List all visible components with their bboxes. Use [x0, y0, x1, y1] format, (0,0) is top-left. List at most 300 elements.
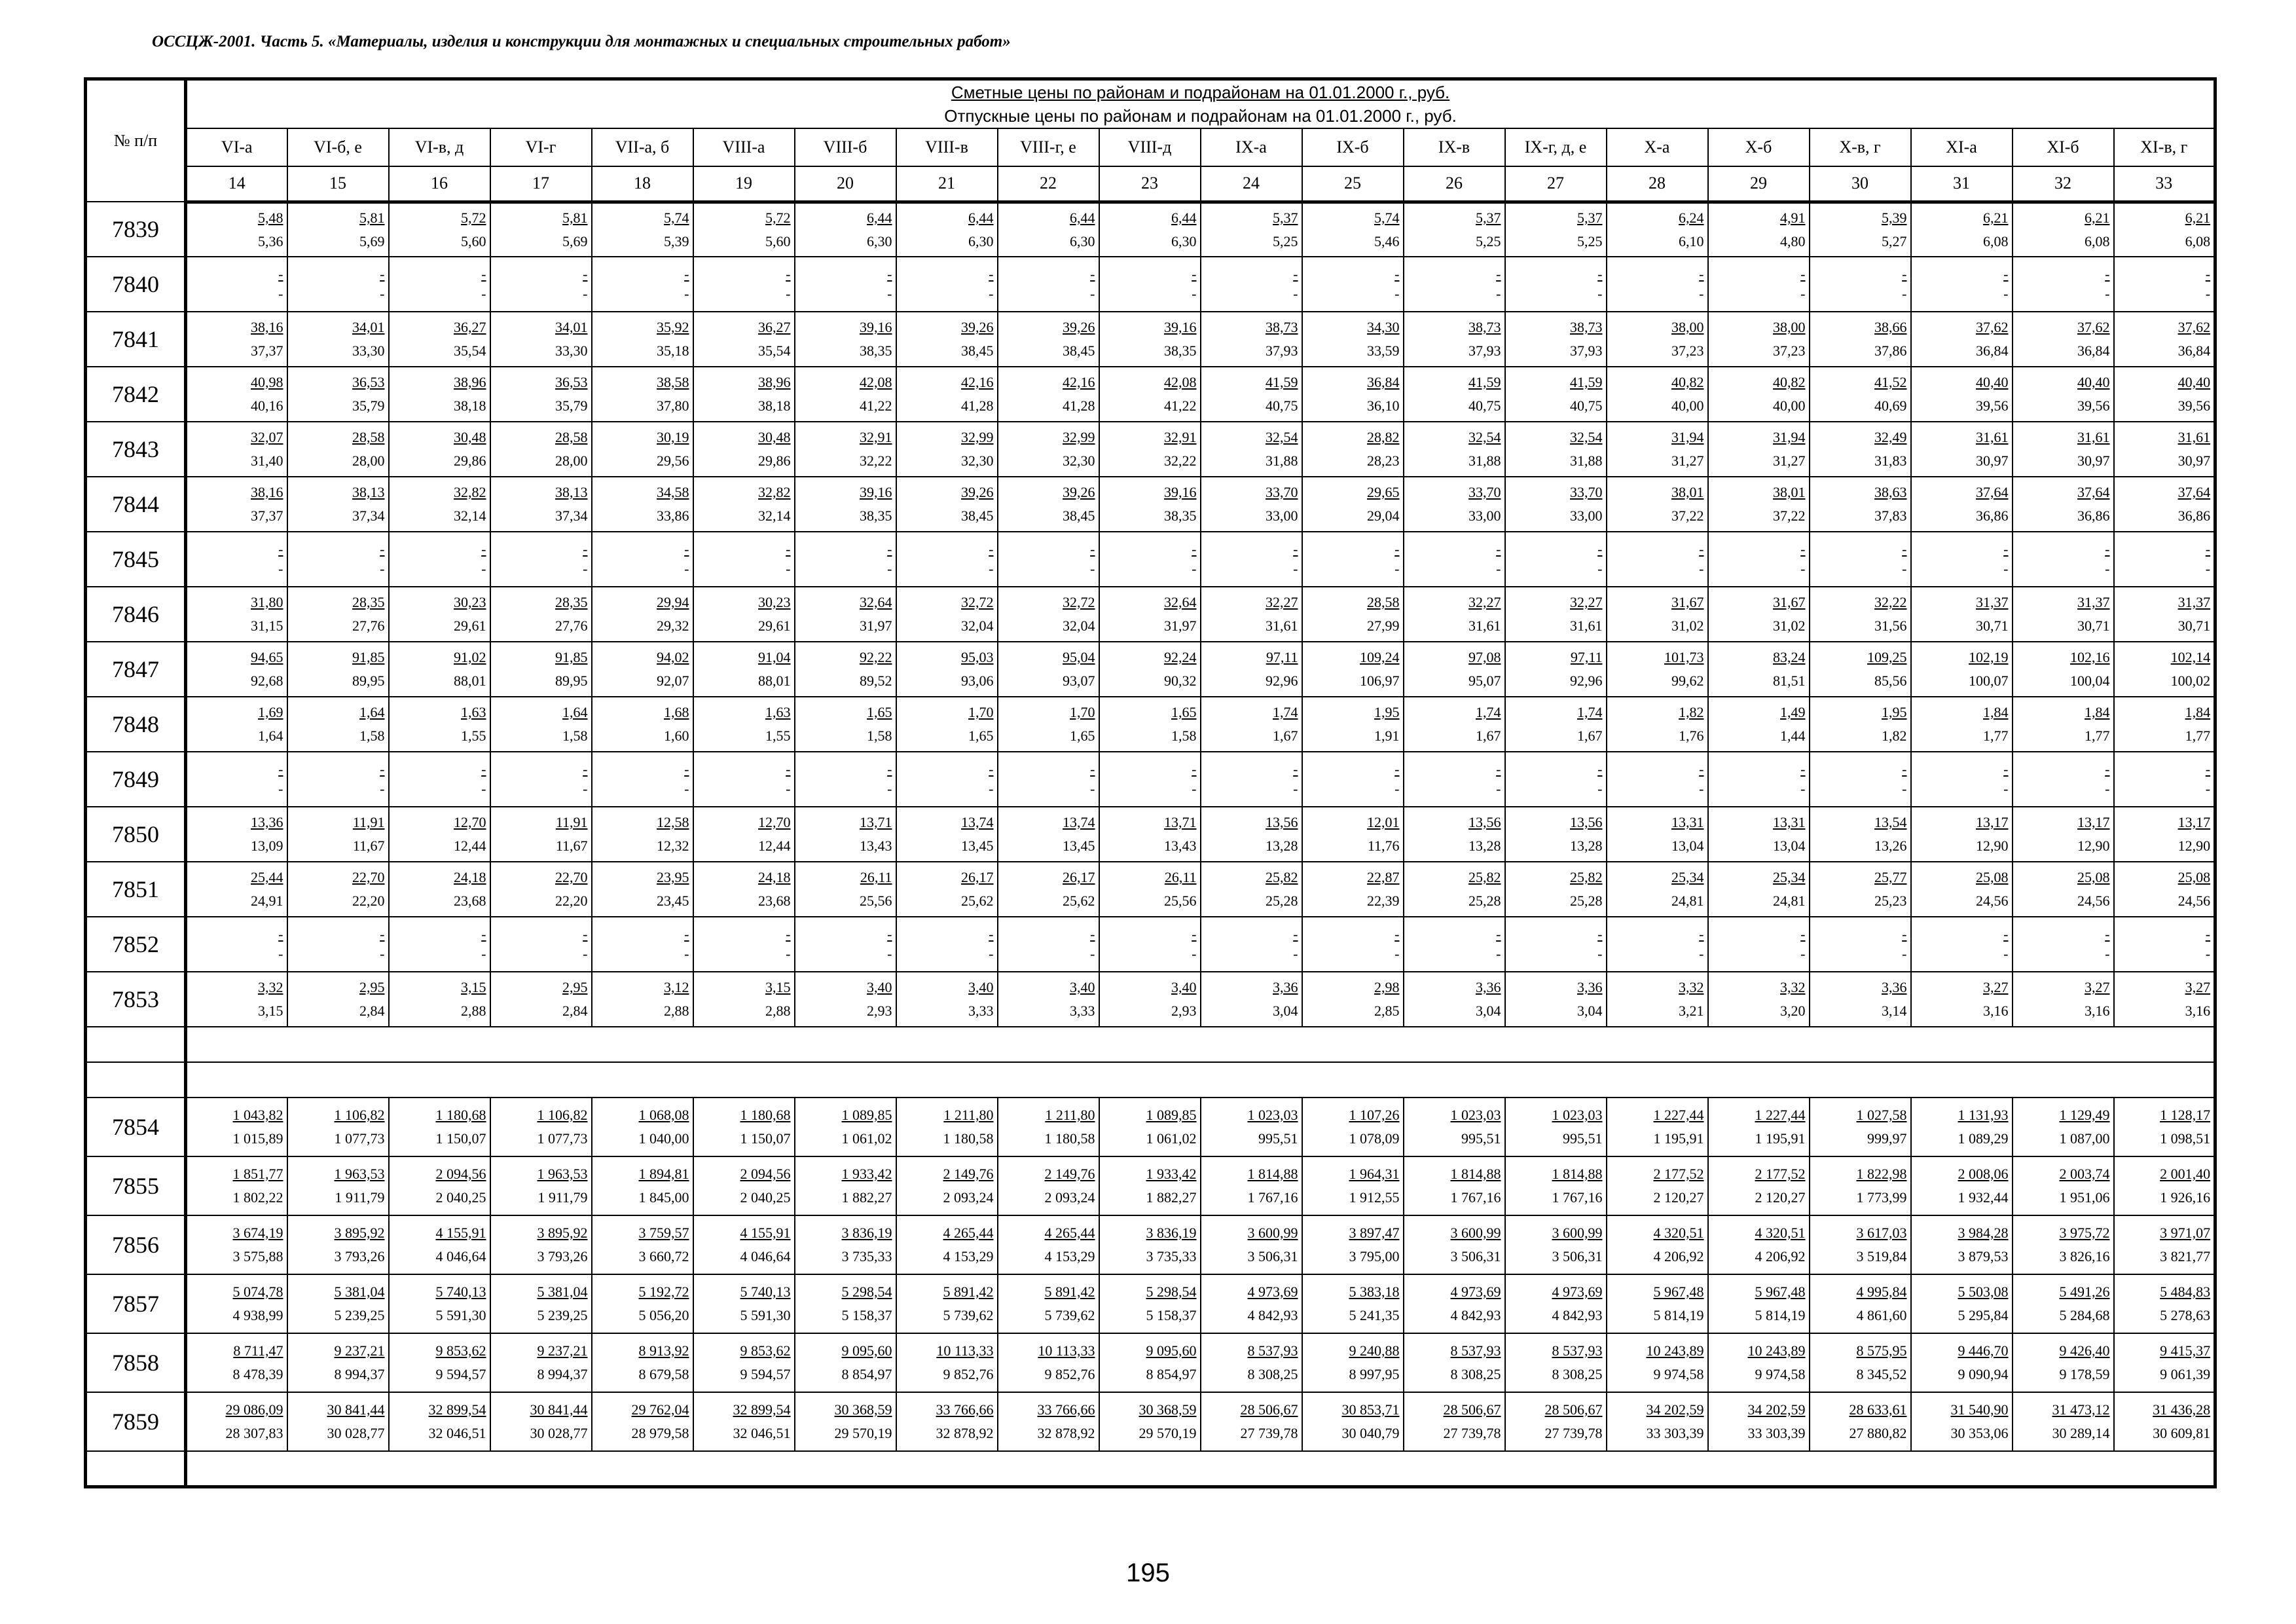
table-row — [86, 1333, 2215, 1392]
estimated-price: 34,01 — [352, 319, 385, 335]
release-price: 995,51 — [1258, 1130, 1298, 1147]
estimated-price: 3 617,03 — [1856, 1225, 1907, 1241]
estimated-price: 5,81 — [359, 209, 385, 226]
price-cell — [2114, 587, 2215, 642]
price-cell — [1099, 862, 1201, 917]
price-cell — [795, 752, 896, 807]
price-cell — [287, 752, 389, 807]
price-cell — [1302, 807, 1404, 862]
price-cell — [1505, 752, 1607, 807]
release-price: 28,23 — [1367, 452, 1400, 469]
release-price: 37,23 — [1671, 342, 1704, 359]
price-cell — [2013, 972, 2114, 1027]
release-price: 23,68 — [454, 893, 486, 909]
estimated-price: 32,82 — [758, 484, 791, 500]
estimated-price: 4 265,44 — [943, 1225, 994, 1241]
price-cell — [186, 587, 287, 642]
estimated-price: 3,32 — [1780, 979, 1806, 995]
release-price: 2,88 — [765, 1003, 791, 1019]
release-price: 37,83 — [1874, 507, 1907, 524]
price-cell — [287, 1156, 389, 1215]
price-cell — [2013, 1098, 2114, 1156]
release-price: 1 077,73 — [334, 1130, 385, 1147]
release-price: 39,56 — [2178, 397, 2211, 414]
release-price: 1 040,00 — [638, 1130, 689, 1147]
release-price: 39,56 — [2077, 397, 2110, 414]
release-price: 33,00 — [1570, 507, 1603, 524]
estimated-price: 37,64 — [2077, 484, 2110, 500]
release-price: 38,18 — [758, 397, 791, 414]
release-price: - — [1496, 286, 1501, 302]
price-cell — [2013, 422, 2114, 477]
price-cell — [287, 312, 389, 367]
price-cell — [1607, 257, 1708, 312]
estimated-price: 2 003,74 — [2059, 1166, 2110, 1182]
estimated-price: 5,48 — [258, 209, 283, 226]
release-price: 38,35 — [1164, 507, 1197, 524]
price-cell — [1810, 972, 1911, 1027]
price-cell — [998, 972, 1099, 1027]
estimated-price: - — [684, 761, 689, 777]
price-cell — [2114, 972, 2215, 1027]
estimated-price: 35,92 — [657, 319, 689, 335]
column-number-row — [86, 166, 2215, 202]
estimated-price: 4,91 — [1780, 209, 1806, 226]
estimated-price: - — [1902, 541, 1907, 557]
price-cell — [1099, 257, 1201, 312]
estimated-price: 13,71 — [1164, 814, 1197, 830]
estimated-price: 36,53 — [352, 374, 385, 390]
release-price: 28,00 — [352, 452, 385, 469]
release-price: 1,58 — [562, 728, 588, 744]
price-cell — [592, 697, 693, 752]
estimated-price: - — [2105, 761, 2110, 777]
estimated-price: 3,27 — [2085, 979, 2110, 995]
price-cell — [896, 642, 998, 697]
price-cell — [1911, 367, 2013, 422]
price-cell — [896, 862, 998, 917]
row-number — [86, 1062, 186, 1098]
estimated-price: 13,56 — [1468, 814, 1501, 830]
estimated-price: - — [684, 266, 689, 282]
estimated-price: - — [583, 761, 588, 777]
release-price: - — [1699, 561, 1704, 577]
release-price: 93,06 — [961, 673, 994, 689]
estimated-price: - — [786, 266, 791, 282]
release-price: 1,67 — [1273, 728, 1298, 744]
price-cell — [1708, 1156, 1810, 1215]
price-cell — [1708, 367, 1810, 422]
estimated-price: 30 841,44 — [530, 1401, 588, 1418]
column-header: XI-а — [1911, 128, 2013, 166]
price-cell — [1099, 422, 1201, 477]
price-cell — [1201, 587, 1302, 642]
price-cell — [1505, 422, 1607, 477]
price-cell — [1404, 642, 1505, 697]
estimated-price: 33 766,66 — [936, 1401, 994, 1418]
price-cell — [1911, 312, 2013, 367]
estimated-price: 1 128,17 — [2160, 1107, 2211, 1123]
price-cell — [693, 972, 795, 1027]
price-cell — [795, 972, 896, 1027]
release-price: 13,09 — [251, 838, 283, 854]
price-cell — [1810, 917, 1911, 972]
estimated-price: 34 202,59 — [1747, 1401, 1806, 1418]
table-row — [86, 587, 2215, 642]
release-price: 8 345,52 — [1856, 1366, 1907, 1382]
price-cell — [1607, 367, 1708, 422]
release-price: 5,27 — [1882, 232, 1907, 249]
estimated-price: 40,40 — [1976, 374, 2009, 390]
estimated-price: 3 600,99 — [1247, 1225, 1298, 1241]
price-cell — [592, 807, 693, 862]
price-cell — [1911, 1156, 2013, 1215]
estimated-price: 5 491,26 — [2059, 1283, 2110, 1300]
price-cell — [1911, 1098, 2013, 1156]
price-cell — [490, 752, 592, 807]
estimated-price: - — [380, 266, 385, 282]
release-price: 35,54 — [758, 342, 791, 359]
estimated-price: 30,48 — [454, 429, 486, 445]
estimated-price: 39,26 — [961, 484, 994, 500]
price-cell — [1708, 532, 1810, 587]
price-cell — [1404, 1274, 1505, 1333]
release-price: 5 278,63 — [2160, 1307, 2211, 1323]
price-cell — [1404, 697, 1505, 752]
release-price: 31,02 — [1671, 618, 1704, 634]
release-price: 5,25 — [1577, 232, 1603, 249]
release-price: 36,84 — [1976, 342, 2009, 359]
estimated-price: - — [989, 266, 994, 282]
price-cell — [1607, 642, 1708, 697]
price-cell — [2013, 587, 2114, 642]
release-price: 1 767,16 — [1450, 1189, 1501, 1206]
price-cell — [1201, 1215, 1302, 1274]
price-cell — [186, 202, 287, 257]
release-price: 3,33 — [968, 1003, 994, 1019]
estimated-price: 5 298,54 — [841, 1283, 892, 1300]
price-cell — [795, 1156, 896, 1215]
price-cell — [693, 532, 795, 587]
release-price: 31,27 — [1773, 452, 1806, 469]
estimated-price: 4 155,91 — [435, 1225, 486, 1241]
estimated-price: - — [2105, 541, 2110, 557]
release-price: 5 739,62 — [943, 1307, 994, 1323]
price-cell — [1201, 807, 1302, 862]
estimated-price: 4 320,51 — [1755, 1225, 1806, 1241]
release-price: 30,71 — [2077, 618, 2110, 634]
estimated-price: 8 537,93 — [1552, 1342, 1603, 1359]
release-price: 40,00 — [1671, 397, 1704, 414]
release-price: 29 570,19 — [1139, 1425, 1197, 1441]
price-cell — [389, 1392, 490, 1451]
price-cell — [287, 972, 389, 1027]
release-price: 9 178,59 — [2059, 1366, 2110, 1382]
estimated-price: 39,16 — [860, 319, 892, 335]
price-cell — [1607, 862, 1708, 917]
table-row — [86, 477, 2215, 532]
estimated-price: - — [786, 761, 791, 777]
price-cell — [1810, 642, 1911, 697]
price-cell — [592, 312, 693, 367]
estimated-price: 29,65 — [1367, 484, 1400, 500]
price-cell — [896, 1274, 998, 1333]
estimated-price: 37,64 — [2178, 484, 2211, 500]
estimated-price: 9 415,37 — [2160, 1342, 2211, 1359]
release-price: 24,56 — [2077, 893, 2110, 909]
estimated-price: 2 149,76 — [1044, 1166, 1095, 1182]
estimated-price: 3,36 — [1476, 979, 1501, 995]
release-price: - — [481, 781, 486, 797]
price-cell — [693, 697, 795, 752]
price-cell — [896, 312, 998, 367]
price-cell — [2013, 752, 2114, 807]
release-price: 36,84 — [2178, 342, 2211, 359]
estimated-price: 1,64 — [562, 704, 588, 720]
release-price: 1 061,02 — [1146, 1130, 1197, 1147]
price-cell — [1099, 642, 1201, 697]
row-number: 7851 — [86, 862, 186, 917]
release-price: 1 802,22 — [232, 1189, 283, 1206]
release-price: 11,76 — [1367, 838, 1400, 854]
page-number: 195 — [1126, 1559, 1170, 1587]
release-price: 1,76 — [1679, 728, 1704, 744]
estimated-price: 33,70 — [1468, 484, 1501, 500]
release-price: 3,15 — [258, 1003, 283, 1019]
estimated-price: 1,63 — [765, 704, 791, 720]
estimated-price: - — [278, 926, 283, 942]
release-price: 3 735,33 — [1146, 1248, 1197, 1264]
price-cell — [1404, 1098, 1505, 1156]
estimated-price: 37,64 — [1976, 484, 2009, 500]
release-price: - — [1800, 946, 1806, 962]
price-cell — [896, 1215, 998, 1274]
estimated-price: 3 895,92 — [334, 1225, 385, 1241]
release-price: 38,35 — [1164, 342, 1197, 359]
estimated-price: 102,16 — [2070, 649, 2110, 665]
release-price: 30,71 — [2178, 618, 2211, 634]
estimated-price: 2,98 — [1374, 979, 1400, 995]
estimated-price: 6,44 — [1070, 209, 1095, 226]
estimated-price: 1 089,85 — [1146, 1107, 1197, 1123]
estimated-price: - — [1496, 761, 1501, 777]
estimated-price: 3 674,19 — [232, 1225, 283, 1241]
price-cell — [186, 367, 287, 422]
release-price: 1 845,00 — [638, 1189, 689, 1206]
release-price: 25,56 — [860, 893, 892, 909]
estimated-price: 25,82 — [1266, 869, 1298, 885]
release-price: 31,88 — [1570, 452, 1603, 469]
release-price: - — [1293, 286, 1298, 302]
price-cell — [490, 1156, 592, 1215]
estimated-price: 2 177,52 — [1653, 1166, 1704, 1182]
estimated-price: 13,17 — [2178, 814, 2211, 830]
price-cell — [1810, 532, 1911, 587]
estimated-price: - — [1394, 266, 1400, 282]
estimated-price: 92,22 — [860, 649, 892, 665]
release-price: - — [1192, 781, 1197, 797]
table-row — [86, 202, 2215, 257]
release-price: 29,32 — [657, 618, 689, 634]
estimated-price: 32 899,54 — [428, 1401, 486, 1418]
release-price: 37,22 — [1773, 507, 1806, 524]
estimated-price: 42,08 — [1164, 374, 1197, 390]
row-number: 7848 — [86, 697, 186, 752]
price-cell — [2114, 697, 2215, 752]
estimated-price: - — [2105, 926, 2110, 942]
price-cell — [1505, 532, 1607, 587]
row-number: 7854 — [86, 1098, 186, 1156]
price-cell — [998, 1215, 1099, 1274]
estimated-price: 5,39 — [1882, 209, 1907, 226]
release-price: - — [1394, 561, 1400, 577]
release-price: 6,30 — [968, 232, 994, 249]
release-price: 31,27 — [1671, 452, 1704, 469]
estimated-price: 26,17 — [961, 869, 994, 885]
estimated-price: 5,81 — [562, 209, 588, 226]
estimated-price: 5,37 — [1273, 209, 1298, 226]
estimated-price: - — [2205, 761, 2211, 777]
estimated-price: 2 149,76 — [943, 1166, 994, 1182]
estimated-price: 31 436,28 — [2153, 1401, 2211, 1418]
estimated-price: 3 836,19 — [1146, 1225, 1197, 1241]
price-cell — [1607, 1215, 1708, 1274]
price-cell — [1810, 752, 1911, 807]
price-cell — [2114, 422, 2215, 477]
estimated-price: 42,08 — [860, 374, 892, 390]
table-row — [86, 367, 2215, 422]
estimated-price: 5 381,04 — [537, 1283, 588, 1300]
estimated-price: 109,24 — [1360, 649, 1400, 665]
release-price: 29,61 — [758, 618, 791, 634]
estimated-price: 29,94 — [657, 594, 689, 610]
price-cell — [795, 532, 896, 587]
price-cell — [1404, 862, 1505, 917]
release-price: 22,39 — [1367, 893, 1400, 909]
release-price: 6,10 — [1679, 232, 1704, 249]
release-price: 1,67 — [1577, 728, 1603, 744]
release-price: - — [989, 946, 994, 962]
release-price: 5 284,68 — [2059, 1307, 2110, 1323]
estimated-price: - — [1597, 761, 1603, 777]
estimated-price: 28 506,67 — [1240, 1401, 1298, 1418]
release-price: 995,51 — [1563, 1130, 1603, 1147]
row-number: 7844 — [86, 477, 186, 532]
price-cell — [1099, 1156, 1201, 1215]
price-cell — [1404, 477, 1505, 532]
release-price: 5,25 — [1273, 232, 1298, 249]
column-number: 23 — [1099, 166, 1201, 202]
release-price: 5 739,62 — [1044, 1307, 1095, 1323]
release-price: 13,28 — [1266, 838, 1298, 854]
release-price: 89,95 — [555, 673, 588, 689]
release-price: 22,20 — [555, 893, 588, 909]
release-price: 5,25 — [1476, 232, 1501, 249]
estimated-price: 1 027,58 — [1856, 1107, 1907, 1123]
release-price: 3,16 — [2185, 1003, 2211, 1019]
estimated-price: 1,70 — [1070, 704, 1095, 720]
estimated-price: 11,91 — [352, 814, 385, 830]
price-cell — [1911, 862, 2013, 917]
release-price: - — [278, 286, 283, 302]
release-price: - — [1699, 946, 1704, 962]
estimated-price: 31,37 — [2178, 594, 2211, 610]
estimated-price: 10 113,33 — [936, 1342, 994, 1359]
price-cell — [998, 312, 1099, 367]
price-cell — [1810, 257, 1911, 312]
price-cell — [592, 1392, 693, 1451]
row-number: 7842 — [86, 367, 186, 422]
price-cell — [896, 1098, 998, 1156]
estimated-price: 9 095,60 — [841, 1342, 892, 1359]
estimated-price: 32,72 — [961, 594, 994, 610]
price-cell — [1607, 422, 1708, 477]
release-price: 36,84 — [2077, 342, 2110, 359]
price-cell — [490, 1392, 592, 1451]
estimated-price: 25,82 — [1468, 869, 1501, 885]
release-price: - — [684, 946, 689, 962]
release-price: 6,08 — [2185, 232, 2211, 249]
price-cell — [1201, 1392, 1302, 1451]
release-price: 9 974,58 — [1653, 1366, 1704, 1382]
price-cell — [1099, 532, 1201, 587]
price-cell — [1404, 972, 1505, 1027]
release-price: 25,62 — [1063, 893, 1095, 909]
column-header: X-в, г — [1810, 128, 1911, 166]
blank-row — [86, 1451, 2215, 1486]
estimated-price: 40,40 — [2077, 374, 2110, 390]
price-cell — [389, 697, 490, 752]
release-price: - — [2205, 286, 2211, 302]
price-cell — [795, 1215, 896, 1274]
estimated-price: 3 984,28 — [1958, 1225, 2009, 1241]
estimated-price: 6,44 — [867, 209, 892, 226]
estimated-price: 29 762,04 — [631, 1401, 689, 1418]
release-price: 1,64 — [258, 728, 283, 744]
estimated-price: 38,73 — [1570, 319, 1603, 335]
price-cell — [287, 532, 389, 587]
estimated-price: 38,00 — [1671, 319, 1704, 335]
release-price: 30 040,79 — [1341, 1425, 1400, 1441]
estimated-price: 1 851,77 — [232, 1166, 283, 1182]
release-price: 1 078,09 — [1349, 1130, 1400, 1147]
price-cell — [693, 917, 795, 972]
release-price: 1,77 — [2185, 728, 2211, 744]
release-price: - — [2105, 561, 2110, 577]
release-price: 38,35 — [860, 507, 892, 524]
price-cell — [1505, 917, 1607, 972]
estimated-price: 32,72 — [1063, 594, 1095, 610]
release-price: 25,23 — [1874, 893, 1907, 909]
estimated-price: 1 963,53 — [537, 1166, 588, 1182]
release-price: 2 040,25 — [740, 1189, 791, 1206]
row-number — [86, 1451, 186, 1486]
estimated-price: 8 537,93 — [1450, 1342, 1501, 1359]
price-cell — [693, 1392, 795, 1451]
price-cell — [490, 587, 592, 642]
release-price: - — [1293, 561, 1298, 577]
release-price: 40,69 — [1874, 397, 1907, 414]
price-cell — [287, 202, 389, 257]
price-cell — [186, 1392, 287, 1451]
price-cell — [1810, 697, 1911, 752]
price-cell — [186, 477, 287, 532]
estimated-price: - — [887, 761, 892, 777]
blank-cell — [186, 1027, 2215, 1062]
price-cell — [1404, 312, 1505, 367]
price-cell — [2013, 697, 2114, 752]
release-price: 33,59 — [1367, 342, 1400, 359]
